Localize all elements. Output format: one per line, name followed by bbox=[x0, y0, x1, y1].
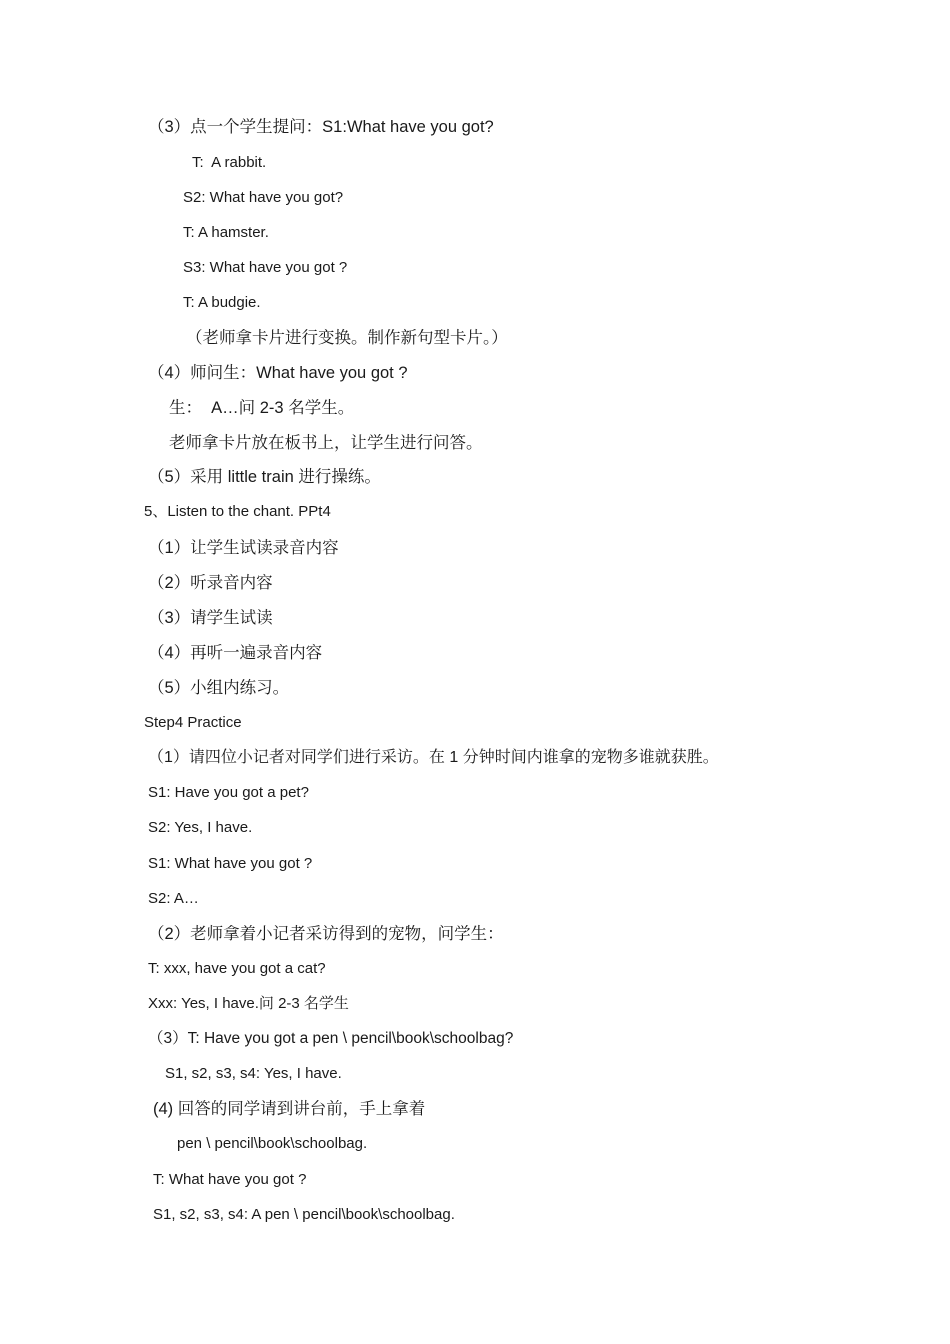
text-line: T: What have you got ? bbox=[153, 1171, 307, 1188]
text-line: （3）T: Have you got a pen \ pencil\book\schoolbag? bbox=[148, 1030, 514, 1047]
text-line: （5）采用 little train 进行操练。 bbox=[148, 468, 381, 486]
text-line: T: A rabbit. bbox=[192, 154, 267, 171]
text-line: S2: What have you got? bbox=[183, 189, 344, 206]
text-line: T: A budgie. bbox=[183, 294, 261, 311]
text-line: S2: A… bbox=[148, 890, 199, 907]
text-line: S2: Yes, I have. bbox=[148, 819, 253, 836]
text-line: （4）再听一遍录音内容 bbox=[148, 644, 323, 662]
text-line: 老师拿卡片放在板书上，让学生进行问答。 bbox=[169, 434, 483, 452]
text-line: S3: What have you got ? bbox=[183, 259, 348, 276]
text-line: （2）听录音内容 bbox=[148, 574, 273, 592]
text-line: S1, s2, s3, s4: A pen \ pencil\book\schoolbag. bbox=[153, 1206, 455, 1223]
text-line: 生： A…问 2-3 名学生。 bbox=[169, 399, 355, 417]
text-line: （1）让学生试读录音内容 bbox=[148, 539, 339, 557]
text-line: T: A hamster. bbox=[183, 224, 269, 241]
text-line: T: xxx, have you got a cat? bbox=[148, 960, 326, 977]
text-line: S1: Have you got a pet? bbox=[148, 784, 309, 801]
section-heading: Step4 Practice bbox=[144, 714, 242, 731]
text-line: pen \ pencil\book\schoolbag. bbox=[177, 1135, 368, 1152]
text-line: （3）请学生试读 bbox=[148, 609, 273, 627]
text-line: （老师拿卡片进行变换。制作新句型卡片。） bbox=[186, 329, 508, 347]
text-line: 5、Listen to the chant. PPt4 bbox=[144, 503, 331, 520]
text-line: S1, s2, s3, s4: Yes, I have. bbox=[165, 1065, 342, 1082]
text-line: Xxx: Yes, I have.问 2-3 名学生 bbox=[148, 995, 349, 1012]
text-line: （2）老师拿着小记者采访得到的宠物，问学生： bbox=[148, 925, 504, 943]
text-line: （1）请四位小记者对同学们进行采访。在 1 分钟时间内谁拿的宠物多谁就获胜。 bbox=[148, 749, 719, 766]
text-line: （3）点一个学生提问：S1:What have you got? bbox=[148, 118, 494, 136]
text-line: （4）师问生：What have you got ? bbox=[148, 364, 408, 382]
text-line: S1: What have you got ? bbox=[148, 855, 313, 872]
text-line: （5）小组内练习。 bbox=[148, 679, 290, 697]
text-line: (4) 回答的同学请到讲台前，手上拿着 bbox=[153, 1100, 426, 1118]
